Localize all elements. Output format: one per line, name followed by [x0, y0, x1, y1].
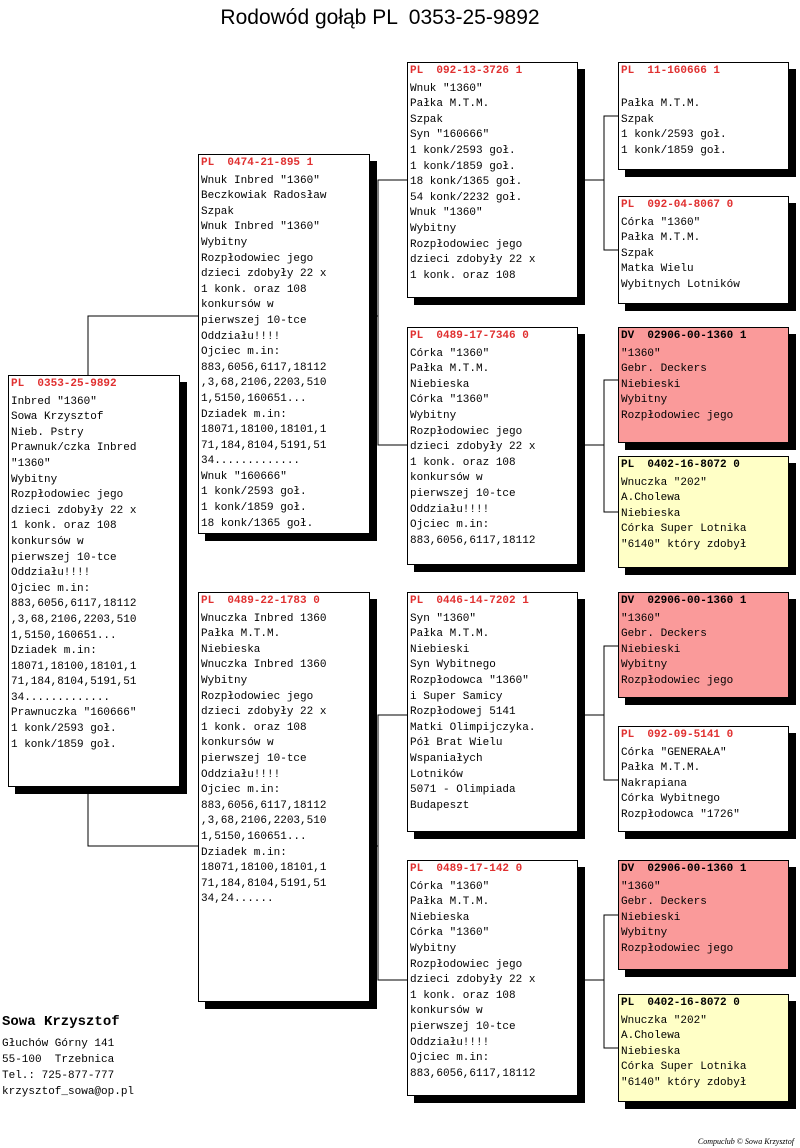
card-text-line: Prawnuk/czka Inbred	[11, 442, 137, 455]
card-text-line: dzieci zdobyły 22 x	[201, 268, 327, 281]
ring-number: PL 0446-14-7202 1	[410, 595, 529, 607]
card-text-line: Rozpłodowiec jego	[201, 252, 314, 265]
owner-email-line: krzysztof_sowa@op.pl	[2, 1086, 135, 1098]
card-text-line: "6140" który zdobył	[621, 538, 747, 551]
card-text-line: Córka "1360"	[410, 880, 490, 893]
card-text-line: Gebr. Deckers	[621, 363, 707, 376]
pedigree-card-fff	[618, 62, 789, 170]
ring-number: PL 092-04-8067 0	[621, 199, 734, 211]
card-text-line: 1 konk. oraz 108	[410, 989, 516, 1002]
card-text-line: 34,24......	[201, 893, 274, 906]
card-text-line: Niebieski	[621, 911, 681, 924]
pedigree-card-fm	[407, 327, 578, 565]
card-text-line: konkursów w	[410, 1005, 483, 1018]
card-text-line: Ojciec m.in:	[410, 519, 490, 532]
card-text-line: Pałka M.T.M.	[410, 98, 490, 111]
card-text-line: 883,6056,6117,18112	[201, 361, 327, 374]
card-text-line: Rozpłodowca "1360"	[410, 674, 529, 687]
card-text-line: Lotników	[410, 768, 463, 781]
card-text-line: Wnuk "160666"	[201, 470, 287, 483]
card-text-line: Wnuczka "202"	[621, 1014, 707, 1027]
card-text-line: 1,5150,160651...	[201, 392, 307, 405]
card-text-line: Niebieska	[201, 643, 261, 656]
card-text-line: 18071,18100,18101,1	[201, 862, 327, 875]
card-text-line: dzieci zdobyły 22 x	[11, 504, 137, 517]
card-text-line: ,3,68,2106,2203,510	[201, 815, 327, 828]
pedigree-card-mf	[407, 592, 578, 832]
card-text-line: pierwszej 10-tce	[11, 551, 117, 564]
card-text-line: pierwszej 10-tce	[201, 752, 307, 765]
card-text-line: Nieb. Pstry	[11, 426, 84, 439]
ring-number: PL 092-13-3726 1	[410, 65, 523, 77]
card-text-line: Wybitny	[410, 409, 457, 422]
card-text-line: Wnuk Inbred "1360"	[201, 221, 320, 234]
card-text-line: Córka "1360"	[410, 347, 490, 360]
card-text-line: Córka Super Lotnika	[621, 1061, 747, 1074]
card-text-line: "1360"	[621, 612, 661, 625]
card-text-line: 1 konk/2593 goł.	[621, 129, 727, 142]
card-text-line: Wybitny	[621, 394, 668, 407]
card-text-line: Gebr. Deckers	[621, 896, 707, 909]
software-credit: Compuclub © Sowa Krzysztof	[697, 1137, 794, 1146]
card-text-line: 883,6056,6117,18112	[410, 1067, 536, 1080]
pedigree-card-mfm	[618, 726, 789, 832]
card-text-line: 1 konk. oraz 108	[410, 269, 516, 282]
card-text-line: 18071,18100,18101,1	[11, 660, 137, 673]
pedigree-card-main	[8, 375, 180, 787]
card-text-line: Matka Wielu	[621, 263, 694, 276]
card-text-line: 1 konk/2593 goł.	[201, 486, 307, 499]
card-text-line: 34.............	[201, 455, 301, 468]
card-text-line: Wybitnych Lotników	[621, 278, 740, 291]
card-text-line: Niebieska	[621, 507, 681, 520]
card-text-line: "1360"	[621, 880, 661, 893]
card-text-line: Córka Super Lotnika	[621, 523, 747, 536]
card-text-line: "1360"	[11, 457, 51, 470]
card-text-line: konkursów w	[11, 535, 84, 548]
card-text-line: dzieci zdobyły 22 x	[410, 974, 536, 987]
card-text-line: Pałka M.T.M.	[410, 628, 490, 641]
card-text-line: Wybitny	[621, 659, 668, 672]
card-text-line: pierwszej 10-tce	[410, 487, 516, 500]
card-text-line: Rozpłodowiec jego	[201, 690, 314, 703]
card-text-line: Ojciec m.in:	[201, 346, 281, 359]
card-text-line: 34.............	[11, 691, 111, 704]
card-text-line: 5071 - Olimpiada	[410, 784, 516, 797]
card-text-line: 883,6056,6117,18112	[11, 598, 137, 611]
card-text-line: 1 konk/2593 goł.	[11, 723, 117, 736]
card-text-line: Nakrapiana	[621, 777, 688, 790]
card-text-line: pierwszej 10-tce	[201, 314, 307, 327]
card-text-line: Wybitny	[410, 942, 457, 955]
card-text-line: 1 konk. oraz 108	[201, 283, 307, 296]
card-text-line: Rozpłodowiec jego	[621, 942, 734, 955]
card-text-line: Rozpłodowca "1726"	[621, 808, 740, 821]
owner-city-line: 55-100 Trzebnica	[2, 1054, 115, 1066]
card-text-line: Sowa Krzysztof	[11, 411, 104, 424]
card-text-line: Szpak	[410, 113, 444, 126]
card-text-line: Oddziału!!!!	[410, 1036, 490, 1049]
card-text-line: dzieci zdobyły 22 x	[410, 441, 536, 454]
card-text-line: Niebieski	[621, 643, 681, 656]
card-text-line: 1 konk/1859 goł.	[621, 144, 727, 157]
pedigree-card-ffm	[618, 196, 789, 304]
ring-number: PL 0474-21-895 1	[201, 157, 314, 169]
card-text-line: 1 konk. oraz 108	[11, 520, 117, 533]
pedigree-card-father	[198, 154, 370, 534]
card-text-line: Wnuczka Inbred 1360	[201, 612, 327, 625]
card-text-line: 1 konk. oraz 108	[201, 721, 307, 734]
card-text-line: Syn "160666"	[410, 129, 490, 142]
card-text-line: Wybitny	[410, 222, 457, 235]
card-text-line: Niebieska	[621, 1045, 681, 1058]
card-text-line: Niebieska	[410, 378, 470, 391]
card-text-line: "6140" który zdobył	[621, 1076, 747, 1089]
ring-number: PL 11-160666 1	[621, 65, 721, 77]
card-text-line: konkursów w	[201, 299, 274, 312]
card-text-line: 71,184,8104,5191,51	[11, 676, 137, 689]
ring-number: DV 02906-00-1360 1	[621, 863, 747, 875]
card-text-line: konkursów w	[410, 472, 483, 485]
card-text-line: Oddziału!!!!	[201, 768, 281, 781]
card-text-line: Niebieski	[410, 643, 470, 656]
card-text-line: Wspaniałych	[410, 752, 483, 765]
pedigree-card-mother	[198, 592, 370, 1002]
pedigree-card-fmm	[618, 456, 789, 568]
card-text-line: Wnuczka Inbred 1360	[201, 659, 327, 672]
card-text-line: Wnuk "1360"	[410, 82, 483, 95]
card-text-line: 1 konk/1859 goł.	[410, 160, 516, 173]
pedigree-card-mmm	[618, 994, 789, 1102]
owner-phone-line: Tel.: 725-877-777	[2, 1070, 115, 1082]
card-text-line: Pałka M.T.M.	[201, 628, 281, 641]
card-text-line: Rozpłodowej 5141	[410, 706, 516, 719]
card-text-line: Oddziału!!!!	[11, 567, 91, 580]
card-text-line: Szpak	[621, 247, 655, 260]
card-text-line: Matki Olimpijczyka.	[410, 721, 536, 734]
card-text-line: 71,184,8104,5191,51	[201, 877, 327, 890]
card-text-line: A.Cholewa	[621, 1030, 681, 1043]
card-text-line: Beczkowiak Radosław	[201, 190, 327, 203]
card-text-line: ,3,68,2106,2203,510	[11, 613, 137, 626]
card-text-line: dzieci zdobyły 22 x	[410, 254, 536, 267]
card-text-line: 883,6056,6117,18112	[201, 799, 327, 812]
card-text-line: Prawnuczka "160666"	[11, 707, 137, 720]
card-text-line: Rozpłodowiec jego	[410, 238, 523, 251]
card-text-line: Pałka M.T.M.	[621, 232, 701, 245]
card-text-line: 1 konk. oraz 108	[410, 456, 516, 469]
card-text-line	[621, 82, 786, 98]
ring-number: PL 0489-22-1783 0	[201, 595, 320, 607]
card-text-line: 1 konk/1859 goł.	[11, 738, 117, 751]
card-text-line: Wnuk "1360"	[410, 207, 483, 220]
card-text-line: Córka "GENERAŁA"	[621, 746, 727, 759]
card-text-line: 18071,18100,18101,1	[201, 424, 327, 437]
card-text-line: Wybitny	[201, 674, 248, 687]
card-text-line: Wybitny	[201, 236, 248, 249]
card-text-line: Dziadek m.in:	[11, 645, 97, 658]
card-text-line: Syn "1360"	[410, 612, 477, 625]
pedigree-card-mm	[407, 860, 578, 1096]
card-text-line: 1 konk/1859 goł.	[201, 502, 307, 515]
card-text-line: konkursów w	[201, 737, 274, 750]
card-text-line: Niebieska	[410, 911, 470, 924]
ring-number: PL 0489-17-142 0	[410, 863, 523, 875]
card-text-line: Oddziału!!!!	[201, 330, 281, 343]
card-text-line: Dziadek m.in:	[201, 408, 287, 421]
pedigree-card-fmf	[618, 327, 789, 443]
card-text-line: 883,6056,6117,18112	[410, 534, 536, 547]
card-text-line: A.Cholewa	[621, 492, 681, 505]
card-text-line: Gebr. Deckers	[621, 628, 707, 641]
card-text-line: Rozpłodowiec jego	[410, 958, 523, 971]
card-text-line: ,3,68,2106,2203,510	[201, 377, 327, 390]
card-text-line: Ojciec m.in:	[201, 784, 281, 797]
card-text-line: Dziadek m.in:	[201, 846, 287, 859]
card-text-line: Wnuczka "202"	[621, 476, 707, 489]
card-text-line: 71,184,8104,5191,51	[201, 439, 327, 452]
pedigree-card-mff	[618, 592, 789, 698]
card-text-line: Wybitny	[621, 927, 668, 940]
ring-number: DV 02906-00-1360 1	[621, 330, 747, 342]
ring-number: PL 0402-16-8072 0	[621, 459, 740, 471]
card-text-line: 18 konk/1365 goł.	[410, 176, 523, 189]
card-text-line: Szpak	[201, 205, 235, 218]
card-text-line: Rozpłodowiec jego	[11, 489, 124, 502]
card-text-line: 1 konk/2593 goł.	[410, 144, 516, 157]
ring-number: DV 02906-00-1360 1	[621, 595, 747, 607]
card-text-line: Syn Wybitnego	[410, 659, 496, 672]
card-text-line: Pałka M.T.M.	[410, 896, 490, 909]
ring-number: PL 0402-16-8072 0	[621, 997, 740, 1009]
card-text-line: Ojciec m.in:	[11, 582, 91, 595]
card-text-line: Inbred "1360"	[11, 395, 97, 408]
card-text-line: Rozpłodowiec jego	[621, 409, 734, 422]
owner-block	[2, 1014, 134, 1100]
card-text-line: Wnuk Inbred "1360"	[201, 174, 320, 187]
card-text-line: Pałka M.T.M.	[621, 98, 701, 111]
ring-number: PL 0353-25-9892	[11, 378, 117, 390]
card-text-line: Rozpłodowiec jego	[410, 425, 523, 438]
card-text-line: Córka "1360"	[410, 927, 490, 940]
card-text-line: "1360"	[621, 347, 661, 360]
card-text-line: i Super Samicy	[410, 690, 503, 703]
card-text-line: dzieci zdobyły 22 x	[201, 706, 327, 719]
card-text-line: 1,5150,160651...	[11, 629, 117, 642]
card-text-line: Ojciec m.in:	[410, 1052, 490, 1065]
owner-name: Sowa Krzysztof	[2, 1014, 120, 1030]
card-text-line: Córka "1360"	[621, 216, 701, 229]
card-text-line: Budapeszt	[410, 799, 470, 812]
pedigree-card-ff	[407, 62, 578, 298]
ring-number: PL 092-09-5141 0	[621, 729, 734, 741]
card-text-line: Pałka M.T.M.	[621, 762, 701, 775]
ring-number: PL 0489-17-7346 0	[410, 330, 529, 342]
card-text-line: 18 konk/1365 goł.	[201, 517, 314, 530]
card-text-line: Córka Wybitnego	[621, 793, 721, 806]
card-text-line: Pół Brat Wielu	[410, 737, 503, 750]
card-text-line: 54 konk/2232 goł.	[410, 191, 523, 204]
pedigree-card-mmf	[618, 860, 789, 970]
card-text-line: Niebieski	[621, 378, 681, 391]
card-text-line: Córka "1360"	[410, 394, 490, 407]
page-title: Rodowód gołąb PL 0353-25-9892	[220, 6, 540, 29]
owner-address-line: Głuchów Górny 141	[2, 1038, 115, 1050]
card-text-line: Pałka M.T.M.	[410, 363, 490, 376]
card-text-line: pierwszej 10-tce	[410, 1020, 516, 1033]
card-text-line: Rozpłodowiec jego	[621, 674, 734, 687]
card-text-line: 1,5150,160651...	[201, 830, 307, 843]
card-text-line: Oddziału!!!!	[410, 503, 490, 516]
card-text-line: Szpak	[621, 113, 655, 126]
card-text-line: Wybitny	[11, 473, 58, 486]
